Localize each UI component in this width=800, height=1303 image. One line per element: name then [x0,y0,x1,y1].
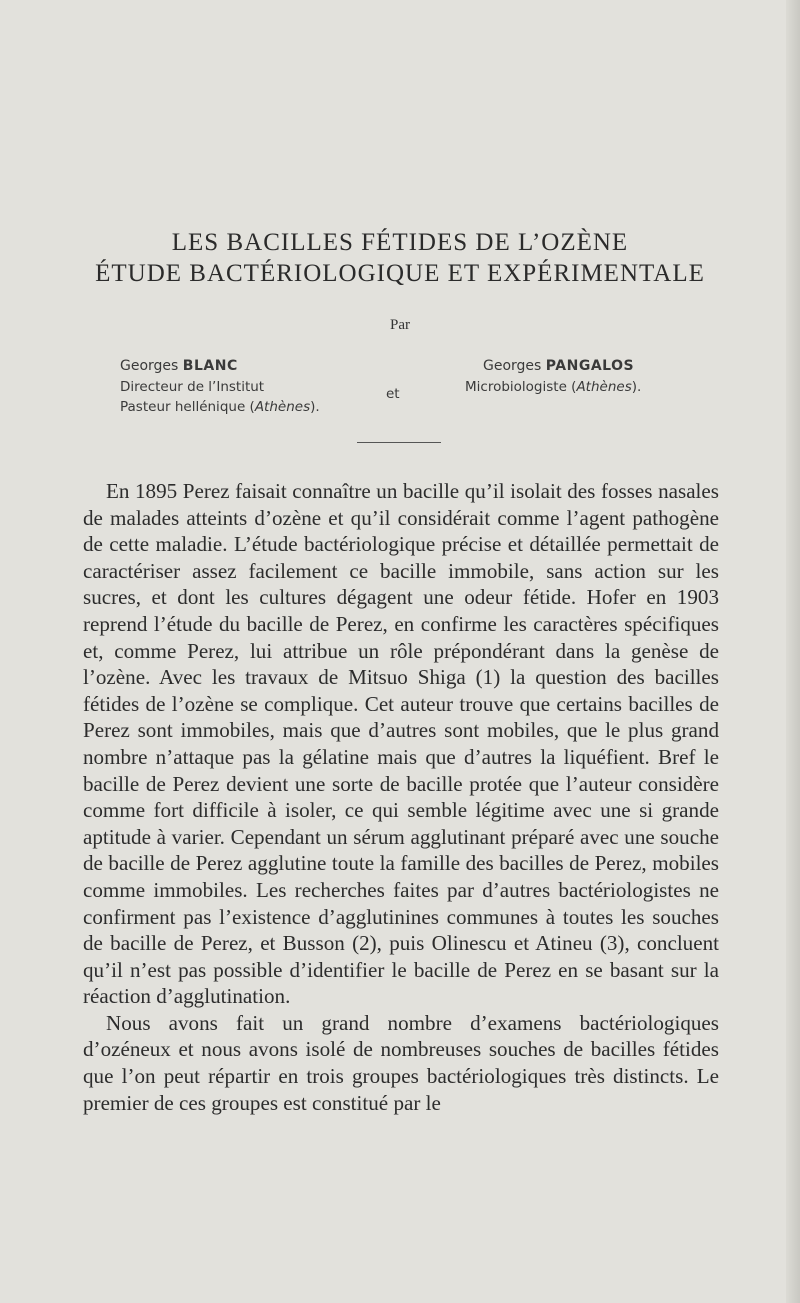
author-role-line2 [120,397,380,417]
page-edge [786,0,800,1303]
separator-rule [357,442,441,443]
article-title: LES BACILLES FÉTIDES DE L’OZÈNE [171,229,629,256]
role-prefix: Pasteur hellénique ( [120,399,255,415]
author-first-name: Georges [483,358,542,374]
author-name [120,355,380,377]
role-city: Athènes [576,379,632,395]
author-last-name: PANGALOS [545,358,635,374]
article-subtitle: ÉTUDE BACTÉRIOLOGIQUE ET EXPÉRIMENTALE [95,260,705,287]
byline-et: et [386,386,400,402]
author-role-line1 [465,377,765,397]
author-pangalos [465,355,765,397]
paragraph-2: Nous avons fait un grand nombre d’examens bactériologiques d’ozéneux et nous avons isolé de nombreuses souches de bacilles fétides que l’on peut répartir en trois groupes bactériologiques très distincts. Le premier de ces groupes est constitué par le [83,1010,719,1115]
role-prefix: Microbiologiste ( [465,379,577,395]
author-first-name: Georges [120,358,179,374]
author-role-line1: Directeur de l’Institut [120,379,265,395]
role-city: Athènes [254,399,311,415]
role-suffix: ). [310,399,320,415]
author-name [465,355,765,377]
article-body [83,478,719,1116]
role-suffix: ). [631,379,642,395]
paragraph-1: En 1895 Perez faisait connaître un bacille qu’il isolait des fosses nasales de malades atteints d’ozène et qu’il considérait comme l’agent pathogène de cette maladie. L’étude bactériologique précise et détaillée permettait de caractériser assez facilement ce bacille immobile, sans action sur les sucres, et dont les cultures dégagent une odeur fétide. Hofer en 1903 reprend l’étude du bacille de Perez, en confirme les caractères spécifiques et, comme Perez, lui attribue un rôle prépondérant dans la genèse de l’ozène. Avec les travaux de Mitsuo Shiga (1) la question des bacilles fétides de l’ozène se complique. Cet auteur trouve que certains bacilles de Perez sont immobiles, mais que d’autres sont mobiles, que le plus grand nombre n’attaque pas la gélatine mais que d’autres la liquéfient. Bref le bacille de Perez devient une sorte de bacille protée que l’auteur considère comme fort difficile à isoler, ce qui semble légitime avec une si grande aptitude à varier. Cependant un sérum agglutinant préparé avec une souche de bacille de Perez agglutine toute la famille des bacilles de Perez, mobiles comme immobiles. Les recherches faites par d’autres bactériologistes ne confirment pas l’existence d’agglutinines communes à toutes les souches de bacille de Perez, et Busson (2), puis Olinescu et Atineu (3), concluent qu’il n’est pas possible d’identifier le bacille de Perez en se basant sur la réaction d’agglutination. [83,479,719,1009]
author-last-name: BLANC [182,358,238,374]
author-blanc [120,355,380,417]
byline-par: Par [390,317,410,333]
